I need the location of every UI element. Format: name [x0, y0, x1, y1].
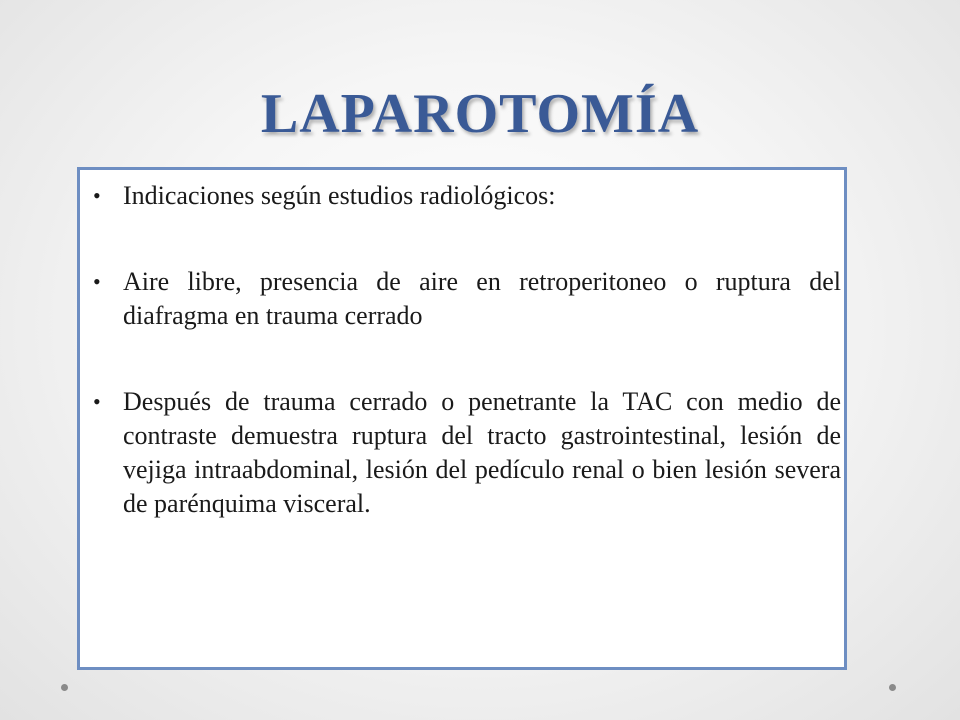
bullet-item [89, 179, 841, 213]
decorative-dot-icon [889, 684, 896, 691]
bullet-list [89, 179, 841, 521]
bullet-text: Indicaciones según estudios radiológicos: [123, 181, 556, 210]
bullet-icon: • [93, 183, 101, 208]
bullet-item [89, 265, 841, 333]
decorative-dot-icon [61, 684, 68, 691]
content-box [77, 167, 847, 670]
bullet-text: Después de trauma cerrado o penetrante la TAC con medio de contraste demuestra ruptura del tracto gastrointestinal, lesión de vejiga intraabdominal, lesión del pedículo renal o bien lesión severa de parénquima visceral. [123, 387, 841, 518]
bullet-item [89, 385, 841, 521]
bullet-icon: • [93, 269, 101, 294]
bullet-text: Aire libre, presencia de aire en retroperitoneo o ruptura del diafragma en trauma cerrado [123, 267, 841, 330]
bullet-icon: • [93, 389, 101, 414]
slide-title: LAPAROTOMÍA [260, 83, 700, 145]
